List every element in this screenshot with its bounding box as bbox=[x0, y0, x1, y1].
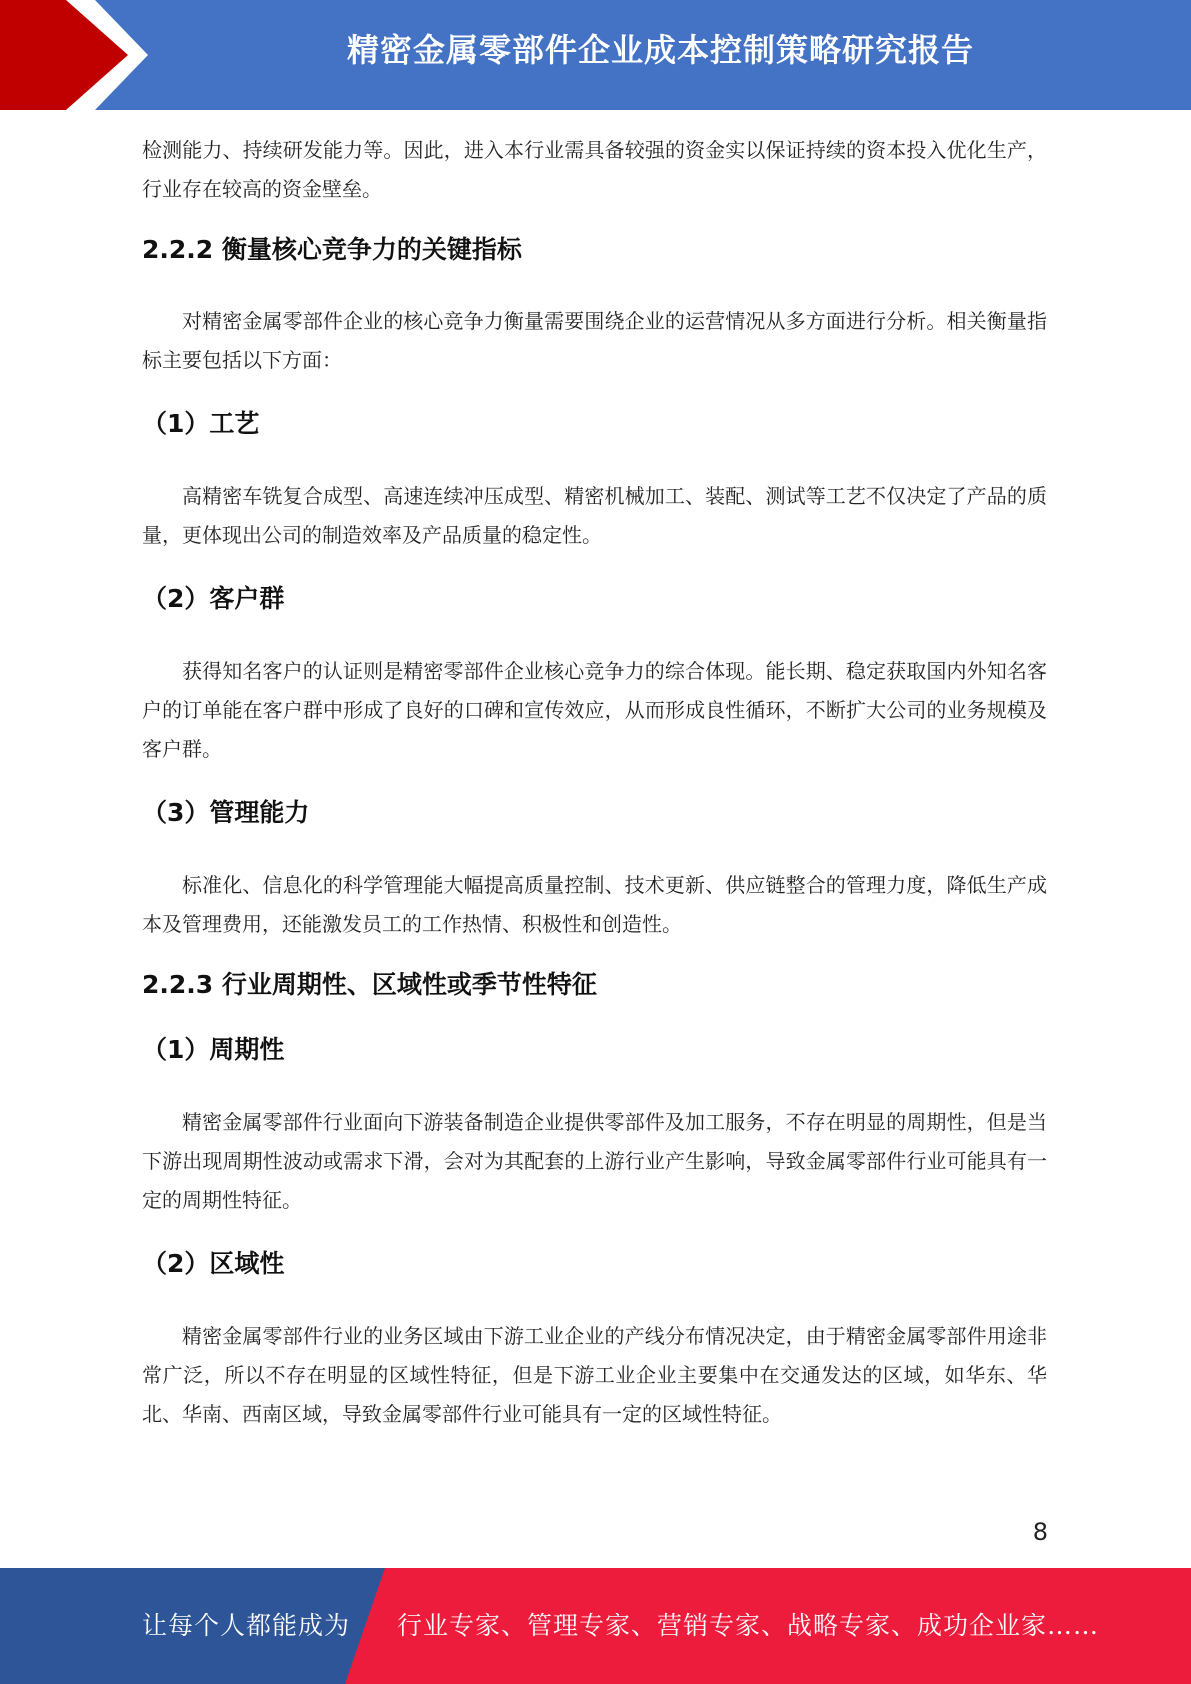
paragraph-management: 标准化、信息化的科学管理能大幅提高质量控制、技术更新、供应链整合的管理力度，降低生产成本及管理费用，还能激发员工的工作热情、积极性和创造性。 bbox=[142, 873, 1047, 936]
section-2-2-2-intro: 对精密金属零部件企业的核心竞争力衡量需要围绕企业的运营情况从多方面进行分析。相关衡量指标主要包括以下方面： bbox=[142, 309, 1047, 372]
section-heading-2-2-2: 2.2.2 衡量核心竞争力的关键指标 bbox=[142, 235, 522, 264]
subheading-process: （1）工艺 bbox=[142, 409, 260, 438]
intro-paragraph: 检测能力、持续研发能力等。因此，进入本行业需具备较强的资金实以保证持续的资本投入优化生产，行业存在较高的资金壁垒。 bbox=[142, 138, 1047, 201]
report-title: 精密金属零部件企业成本控制策略研究报告 bbox=[346, 31, 974, 69]
paragraph-customer-base: 获得知名客户的认证则是精密零部件企业核心竞争力的综合体现。能长期、稳定获取国内外知名客户的订单能在客户群中形成了良好的口碑和宣传效应，从而形成良性循环，不断扩大公司的业务规模及客户群。 bbox=[142, 659, 1047, 761]
subheading-customer-base: （2）客户群 bbox=[142, 584, 285, 613]
subheading-regionality: （2）区域性 bbox=[142, 1249, 285, 1278]
paragraph-process: 高精密车铣复合成型、高速连续冲压成型、精密机械加工、装配、测试等工艺不仅决定了产品的质量，更体现出公司的制造效率及产品质量的稳定性。 bbox=[142, 484, 1047, 547]
paragraph-regionality: 精密金属零部件行业的业务区域由下游工业企业的产线分布情况决定，由于精密金属零部件用途非常广泛，所以不存在明显的区域性特征，但是下游工业企业主要集中在交通发达的区域，如华东、华北、华南、西南区域，导致金属零部件行业可能具有一定的区域性特征。 bbox=[142, 1324, 1047, 1426]
footer-roles: 行业专家、管理专家、营销专家、战略专家、成功企业家…… bbox=[397, 1611, 1100, 1640]
paragraph-cyclicality: 精密金属零部件行业面向下游装备制造企业提供零部件及加工服务，不存在明显的周期性，但是当下游出现周期性波动或需求下滑，会对为其配套的上游行业产生影响，导致金属零部件行业可能具有一定的周期性特征。 bbox=[142, 1110, 1047, 1212]
footer-slogan: 让每个人都能成为 bbox=[142, 1611, 351, 1640]
page-number: 8 bbox=[1032, 1518, 1048, 1546]
subheading-cyclicality: （1）周期性 bbox=[142, 1035, 285, 1064]
subheading-management: （3）管理能力 bbox=[142, 798, 310, 827]
document-body bbox=[142, 131, 1047, 1434]
page-header bbox=[0, 0, 1191, 110]
header-arrow-decoration bbox=[0, 0, 160, 110]
section-heading-2-2-3: 2.2.3 行业周期性、区域性或季节性特征 bbox=[142, 970, 597, 999]
page-footer bbox=[0, 1568, 1191, 1684]
